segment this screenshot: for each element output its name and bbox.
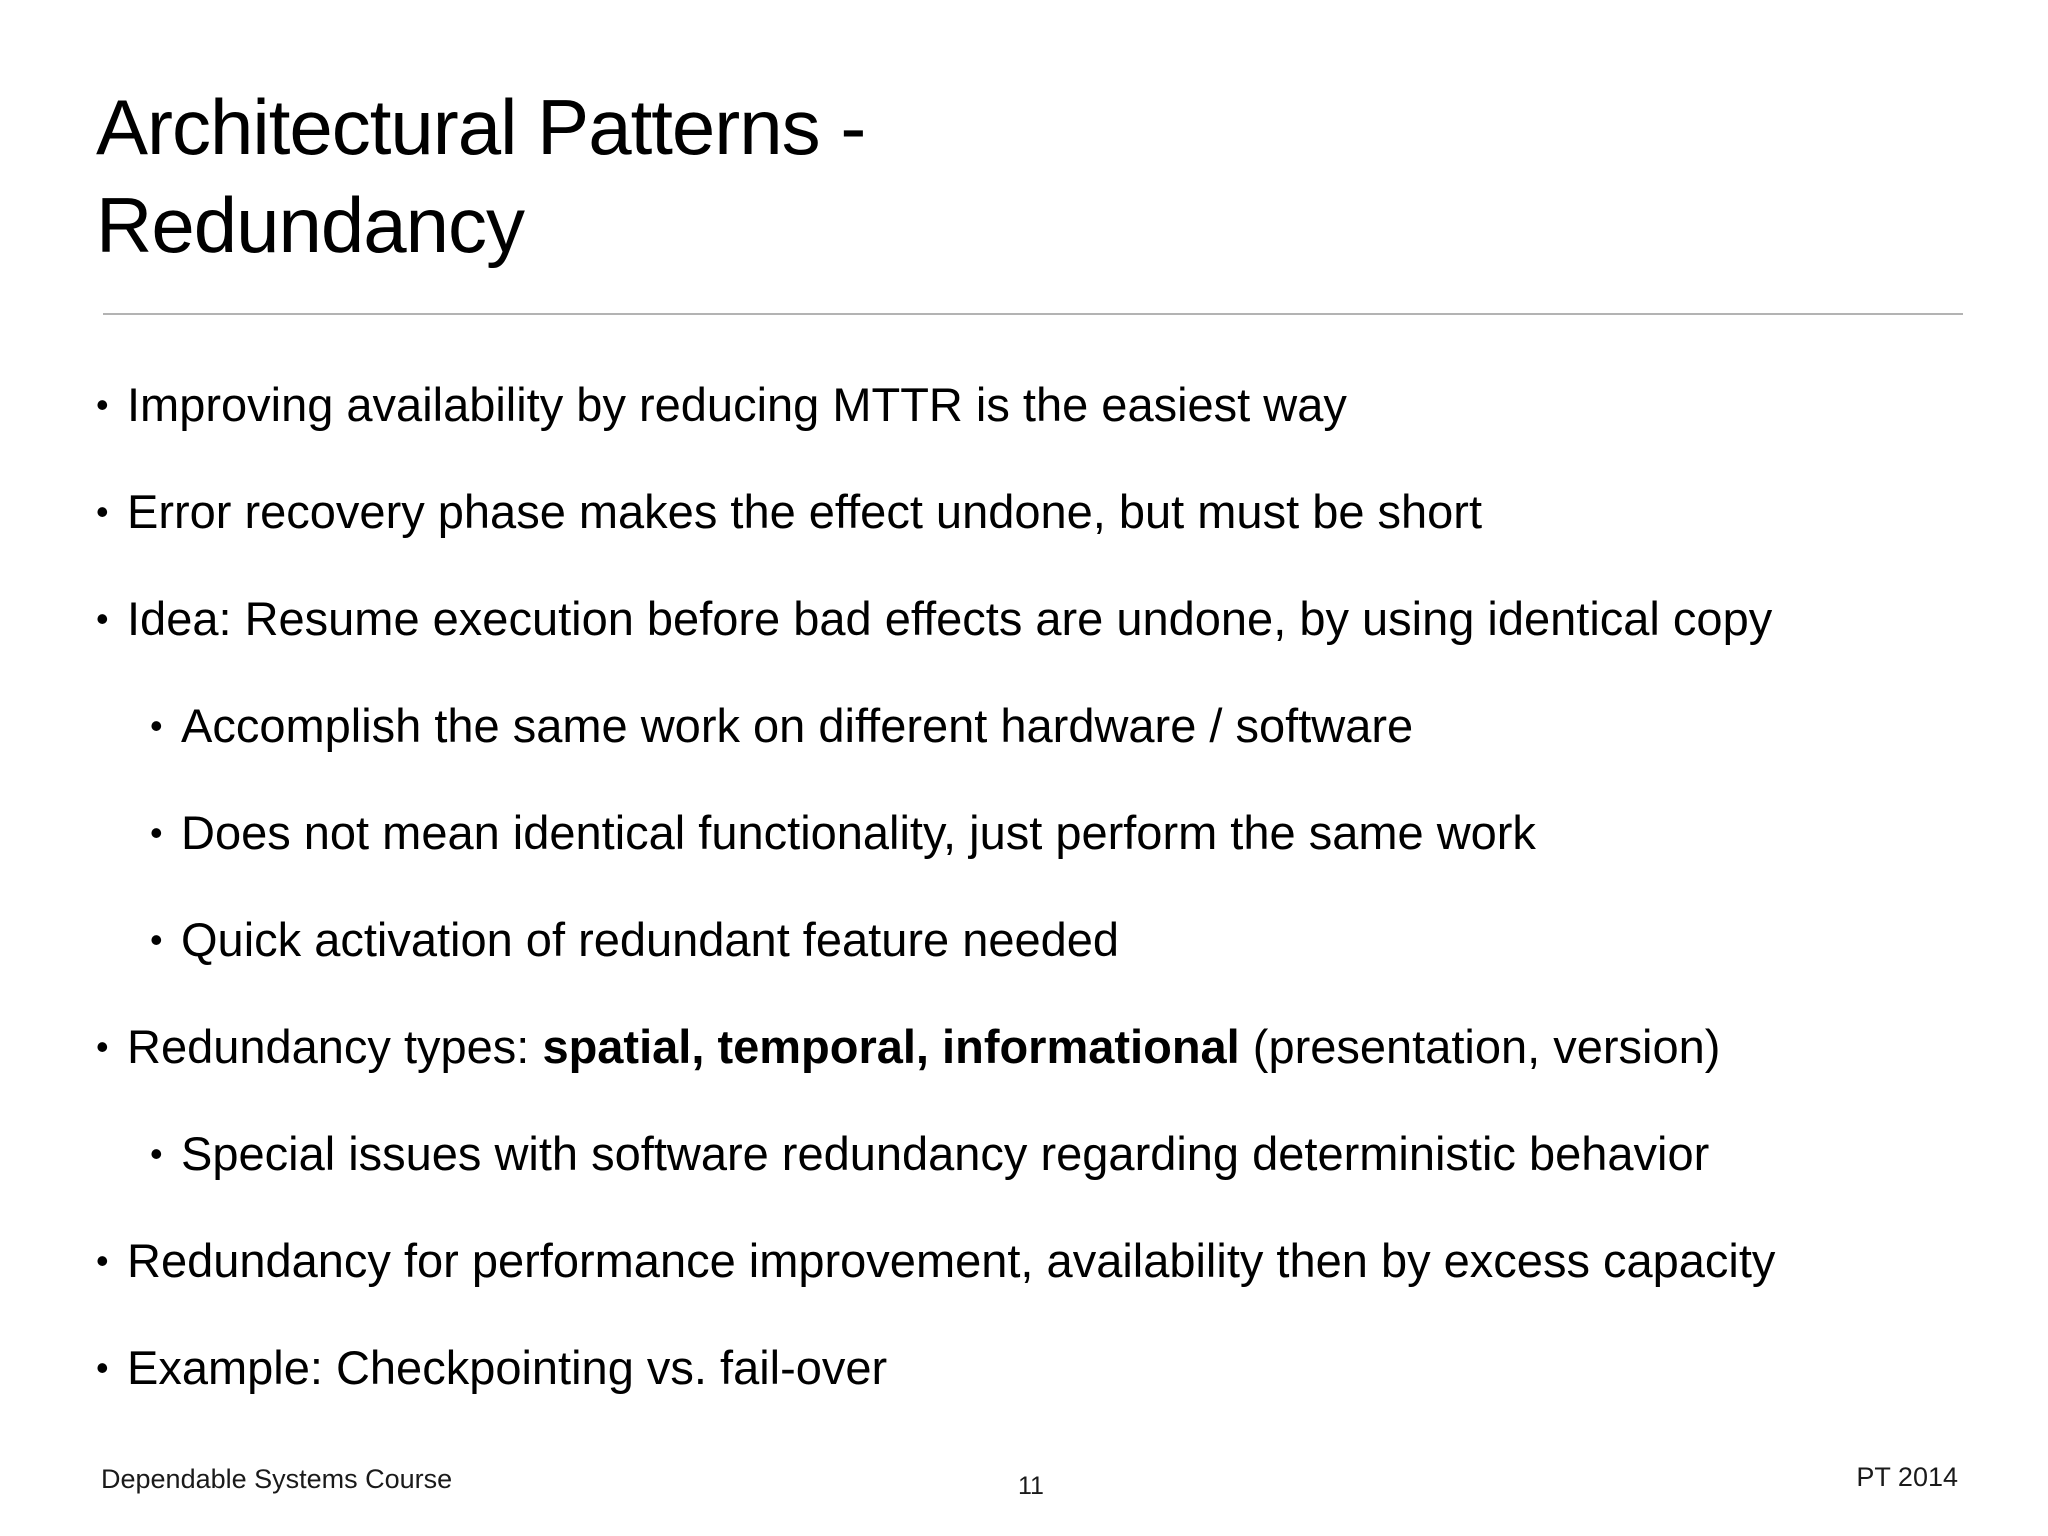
bullet-text: Accomplish the same work on different hardware / software: [181, 699, 1414, 752]
bullet-marker: •: [96, 1240, 109, 1281]
bullet-text: Improving availability by reducing MTTR is the easiest way: [127, 378, 1347, 431]
bullet-text-prefix: Redundancy types:: [127, 1020, 543, 1073]
bullet-marker: •: [96, 384, 109, 425]
slide-title-line-2: Redundancy: [96, 181, 524, 269]
sub-bullet-item: [150, 912, 1119, 968]
bullet-marker: •: [150, 705, 163, 746]
sub-bullet-item: [150, 1126, 1709, 1182]
bullet-text: Redundancy for performance improvement, availability then by excess capacity: [127, 1234, 1776, 1287]
bullet-text-bold: spatial, temporal, informational: [542, 1020, 1240, 1073]
bullet-marker: •: [150, 812, 163, 853]
footer-author-year: PT 2014: [1856, 1462, 1958, 1492]
bullet-text-suffix: (presentation, version): [1239, 1020, 1721, 1073]
sub-bullet-item: [150, 805, 1536, 861]
bullet-marker: •: [96, 1347, 109, 1388]
bullet-marker: •: [96, 598, 109, 639]
footer-course-name: Dependable Systems Course: [101, 1464, 453, 1494]
bullet-marker: •: [96, 1026, 109, 1067]
slide-title-line-1: Architectural Patterns -: [96, 83, 866, 171]
bullet-marker: •: [150, 1133, 163, 1174]
bullet-item: [96, 1019, 1720, 1075]
bullet-item: [96, 591, 1772, 647]
bullet-text: Does not mean identical functionality, just perform the same work: [181, 806, 1536, 859]
bullet-text: Error recovery phase makes the effect undone, but must be short: [127, 485, 1483, 538]
bullet-text: Special issues with software redundancy regarding deterministic behavior: [181, 1127, 1710, 1180]
bullet-marker: •: [96, 491, 109, 532]
bullet-item: [96, 484, 1482, 540]
bullet-text: Example: Checkpointing vs. fail-over: [127, 1341, 888, 1394]
bullet-item: [96, 1233, 1775, 1289]
bullet-item: [96, 377, 1347, 433]
bullet-text: Idea: Resume execution before bad effects are undone, by using identical copy: [127, 592, 1773, 645]
bullet-text: Quick activation of redundant feature needed: [181, 913, 1120, 966]
footer-page-number: 11: [1018, 1472, 1044, 1500]
bullet-item: [96, 1340, 887, 1396]
sub-bullet-item: [150, 698, 1413, 754]
bullet-marker: •: [150, 919, 163, 960]
